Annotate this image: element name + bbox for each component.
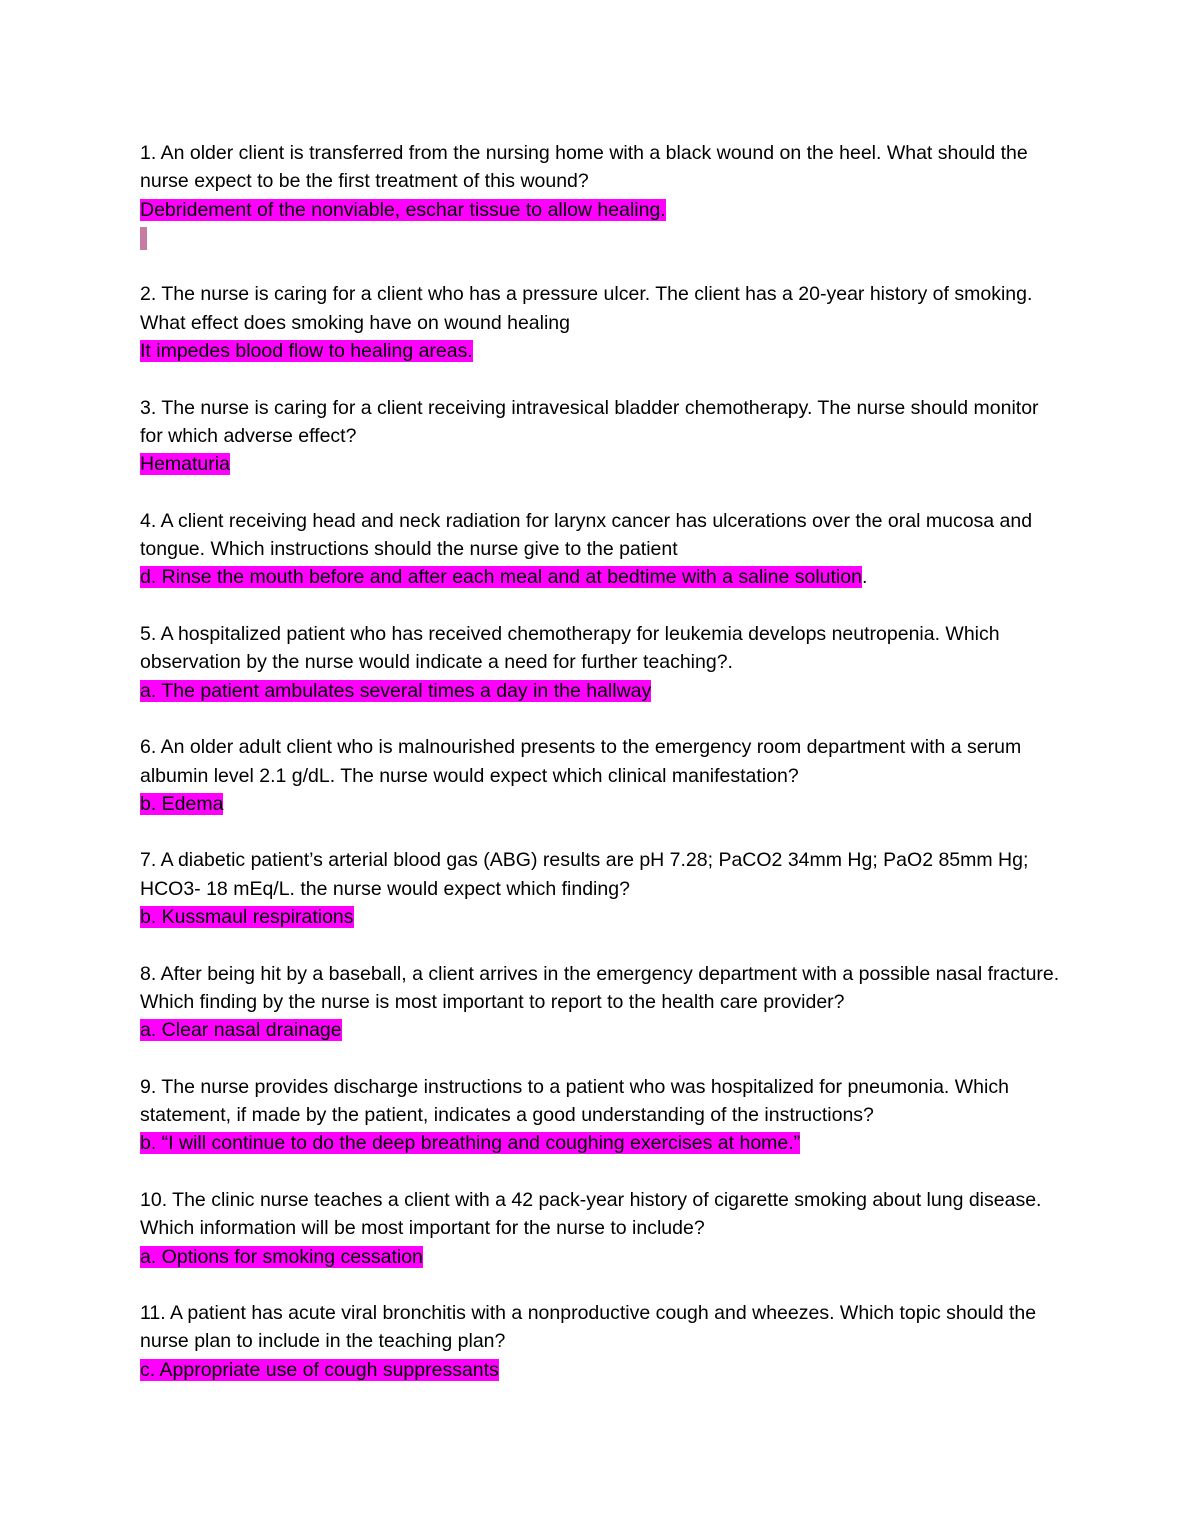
text-cursor-line [140,224,1060,252]
qa-item-3 [140,394,1060,479]
qa-item-9 [140,1073,1060,1158]
highlighted-answer: a. The patient ambulates several times a day in the hallway [140,679,652,702]
question-text: 2. The nurse is caring for a client who has a pressure ulcer. The client has a 20-year history of smoking. What effect does smoking have on wound healing [140,283,1033,334]
qa-item-10 [140,1186,1060,1271]
qa-item-6 [140,733,1060,818]
question-text: 8. After being hit by a baseball, a client arrives in the emergency department with a possible nasal fracture. Which finding by the nurse is most important to report to the health care provider? [140,962,1060,1013]
answer-suffix: . [861,566,868,589]
question-text: 9. The nurse provides discharge instructions to a patient who was hospitalized for pneumonia. Which statement, if made by the patient, indicates a good understanding of the instructions? [140,1075,1009,1127]
highlighted-answer: b. “I will continue to do the deep breathing and coughing exercises at home.” [140,1132,801,1155]
question-text: 10. The clinic nurse teaches a client with a 42 pack-year history of cigarette smoking about lung disease. Which information will be most important for the nurse to include? [140,1188,1042,1240]
qa-item-1 [140,139,1060,252]
answer-line [140,1016,1060,1044]
qa-item-8 [140,960,1060,1045]
text-cursor [140,227,147,250]
document-page [140,139,1060,1412]
answer-line [140,337,1060,365]
highlighted-answer: Hematuria [140,453,230,476]
answer-line [140,196,1060,224]
question-text: 1. An older client is transferred from the nursing home with a black wound on the heel. What should the nurse expect to be the first treatment of this wound? [140,142,1028,193]
answer-line [140,677,1060,705]
qa-item-7 [140,846,1060,931]
qa-item-5 [140,620,1060,705]
highlighted-answer: b. Kussmaul respirations [140,906,354,929]
answer-line [140,1129,1060,1157]
qa-item-4 [140,507,1060,592]
answer-line [140,790,1060,818]
answer-line [140,450,1060,478]
question-text: 11. A patient has acute viral bronchitis with a nonproductive cough and wheezes. Which topic should the nurse plan to include in the teaching plan? [140,1302,1037,1353]
question-text: 3. The nurse is caring for a client receiving intravesical bladder chemotherapy. The nurse should monitor for which adverse effect? [140,396,1039,447]
highlighted-answer: a. Options for smoking cessation [140,1245,423,1268]
answer-line [140,1356,1060,1384]
highlighted-answer: It impedes blood flow to healing areas. [140,340,473,363]
question-text: 7. A diabetic patient’s arterial blood gas (ABG) results are pH 7.28; PaCO2 34mm Hg; PaO2 85mm Hg; HCO3- 18 mEq/L. the nurse would expect which finding? [140,849,1029,900]
highlighted-answer: a. Clear nasal drainage [140,1019,342,1042]
answer-line [140,903,1060,931]
qa-item-11 [140,1299,1060,1384]
qa-item-2 [140,280,1060,365]
question-text: 4. A client receiving head and neck radiation for larynx cancer has ulcerations over the oral mucosa and tongue. Which instructions should the nurse give to the patient [140,509,1033,561]
highlighted-answer: d. Rinse the mouth before and after each meal and at bedtime with a saline solution [140,566,862,589]
highlighted-answer: b. Edema [140,792,224,815]
answer-line [140,1243,1060,1271]
highlighted-answer: Debridement of the nonviable, eschar tissue to allow healing. [140,198,666,221]
answer-line [140,563,1060,591]
question-text: 5. A hospitalized patient who has received chemotherapy for leukemia develops neutropenia. Which observation by the nurse would indicate a need for further teaching?. [140,623,1000,674]
highlighted-answer: c. Appropriate use of cough suppressants [140,1358,499,1381]
question-text: 6. An older adult client who is malnourished presents to the emergency room department with a serum albumin level 2.1 g/dL. The nurse would expect which clinical manifestation? [140,736,1022,787]
